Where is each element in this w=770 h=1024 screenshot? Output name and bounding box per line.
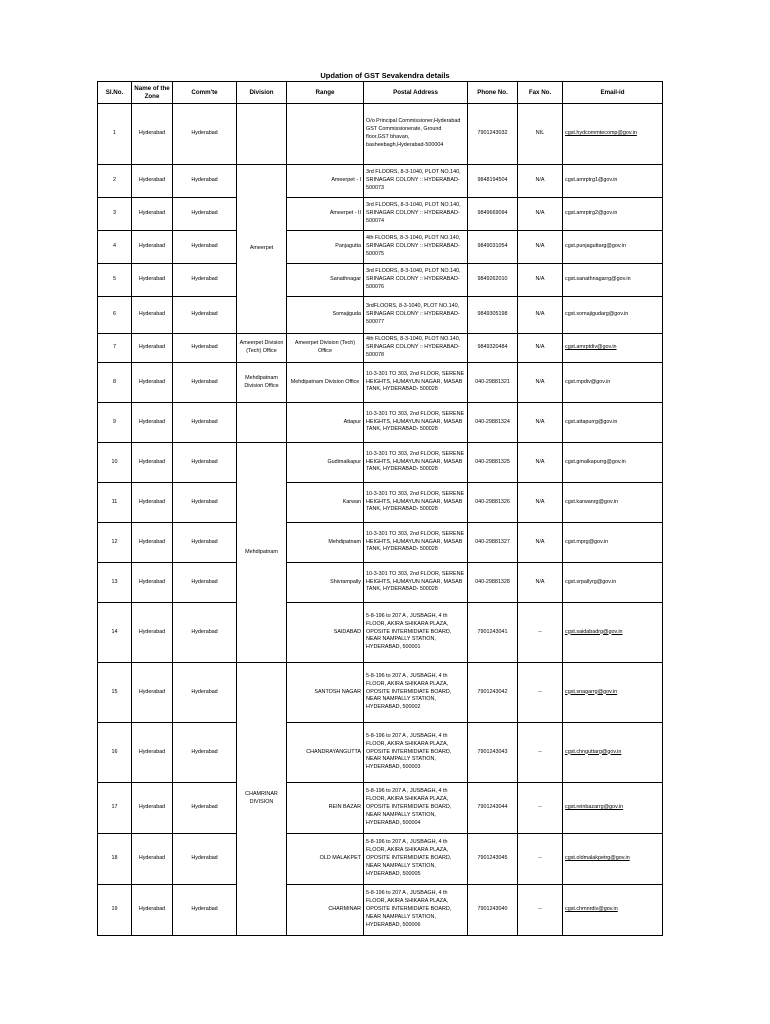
cell-phone: 9849262010 bbox=[468, 264, 518, 297]
cell-fax: N/A bbox=[518, 198, 563, 231]
cell-fax: N/A bbox=[518, 403, 563, 443]
cell-range: Karwan bbox=[287, 483, 364, 523]
cell-zone: Hyderabad bbox=[132, 483, 173, 523]
cell-slno: 13 bbox=[98, 563, 132, 603]
cell-fax: -- bbox=[518, 783, 563, 834]
cell-commte: Hyderabad bbox=[173, 231, 237, 264]
cell-fax: N/A bbox=[518, 231, 563, 264]
cell-slno: 8 bbox=[98, 363, 132, 403]
cell-range bbox=[287, 104, 364, 165]
header-commte: Comm'te bbox=[173, 82, 237, 104]
cell-commte: Hyderabad bbox=[173, 834, 237, 885]
table-row bbox=[98, 663, 663, 723]
cell-email[interactable]: cgst.chnguttarg@gov.in bbox=[563, 723, 663, 783]
table-row bbox=[98, 523, 663, 563]
cell-zone: Hyderabad bbox=[132, 198, 173, 231]
cell-phone: 040-29881321 bbox=[468, 363, 518, 403]
cell-range: Shivrampally bbox=[287, 563, 364, 603]
cell-email[interactable]: cgst.karwanrg@gov.in bbox=[563, 483, 663, 523]
cell-postal-address: 5-8-196 to 207 A , JUSBAGH, 4 th FLOOR, AKIRA SHIKARA PLAZA, OPOSITE INTERMIDIATE BOARD, NEAR NAMPALLY STATION, HYDERABAD, 500004 bbox=[364, 783, 468, 834]
cell-postal-address: 5-8-196 to 207 A , JUSBAGH, 4 th FLOOR, AKIRA SHIKARA PLAZA, OPOSITE INTERMIDIATE BOARD, NEAR NAMPALLY STATION, HYDERABAD, 500003 bbox=[364, 723, 468, 783]
cell-fax: -- bbox=[518, 723, 563, 783]
cell-email[interactable]: cgst.oldmalakpetrg@gov.in bbox=[563, 834, 663, 885]
cell-email[interactable]: cgst.srpallyrg@gov.in bbox=[563, 563, 663, 603]
cell-commte: Hyderabad bbox=[173, 334, 237, 363]
cell-commte: Hyderabad bbox=[173, 264, 237, 297]
cell-slno: 17 bbox=[98, 783, 132, 834]
cell-fax: -- bbox=[518, 834, 563, 885]
cell-range: Attapur bbox=[287, 403, 364, 443]
cell-zone: Hyderabad bbox=[132, 834, 173, 885]
cell-postal-address: 5-8-196 to 207 A , JUSBAGH, 4 th FLOOR, AKIRA SHIKARA PLAZA, OPOSITE INTERMIDIATE BOARD, NEAR NAMPALLY STATION, HYDERABAD, 500005 bbox=[364, 834, 468, 885]
cell-phone: 040-29881328 bbox=[468, 563, 518, 603]
cell-postal-address: 3rd FLOORS, 8-3-1040, PLOT NO.140, SRINAGAR COLONY :: HYDERABAD-500074 bbox=[364, 198, 468, 231]
cell-fax: -- bbox=[518, 603, 563, 663]
cell-slno: 12 bbox=[98, 523, 132, 563]
cell-email[interactable]: cgst.reinbazarrg@gov.in bbox=[563, 783, 663, 834]
header-fax: Fax No. bbox=[518, 82, 563, 104]
cell-postal-address: 10-3-301 TO 303, 2nd FLOOR, SERENE HEIGHTS, HUMAYUN NAGAR, MASAB TANK, HYDERABAD- 500028 bbox=[364, 483, 468, 523]
cell-phone: 9849320484 bbox=[468, 334, 518, 363]
cell-commte: Hyderabad bbox=[173, 885, 237, 936]
cell-email[interactable]: cgst.saidabadrg@gov.in bbox=[563, 603, 663, 663]
cell-email[interactable]: cgst.amrptrg1@gov.in bbox=[563, 165, 663, 198]
document-title: Updation of GST Sevakendra details bbox=[320, 71, 450, 80]
cell-slno: 9 bbox=[98, 403, 132, 443]
cell-fax: -- bbox=[518, 663, 563, 723]
table-row bbox=[98, 403, 663, 443]
cell-zone: Hyderabad bbox=[132, 783, 173, 834]
gst-sevakendra-table bbox=[97, 81, 663, 936]
cell-range: REIN BAZAR bbox=[287, 783, 364, 834]
cell-fax: -- bbox=[518, 885, 563, 936]
cell-phone: 9849305198 bbox=[468, 297, 518, 334]
cell-slno: 10 bbox=[98, 443, 132, 483]
cell-commte: Hyderabad bbox=[173, 165, 237, 198]
cell-slno: 18 bbox=[98, 834, 132, 885]
cell-zone: Hyderabad bbox=[132, 723, 173, 783]
cell-range: Sanathnagar bbox=[287, 264, 364, 297]
table-row bbox=[98, 334, 663, 363]
cell-phone: 040-29881326 bbox=[468, 483, 518, 523]
table-row bbox=[98, 363, 663, 403]
header-postal-address: Postal Address bbox=[364, 82, 468, 104]
cell-postal-address: 10-3-301 TO 303, 2nd FLOOR, SERENE HEIGHTS, HUMAYUN NAGAR, MASAB TANK, HYDERABAD- 500028 bbox=[364, 443, 468, 483]
cell-commte: Hyderabad bbox=[173, 663, 237, 723]
table-row bbox=[98, 723, 663, 783]
cell-range: CHARMINAR bbox=[287, 885, 364, 936]
cell-range: Mehdipatnam Division Office bbox=[287, 363, 364, 403]
cell-range: Gudimalkapur bbox=[287, 443, 364, 483]
table-row bbox=[98, 783, 663, 834]
header-row bbox=[98, 82, 663, 104]
cell-range: SAIDABAD bbox=[287, 603, 364, 663]
cell-range: OLD MALAKPET bbox=[287, 834, 364, 885]
table-row bbox=[98, 104, 663, 165]
table-row bbox=[98, 834, 663, 885]
cell-postal-address: 5-8-196 to 207 A , JUSBAGH, 4 th FLOOR, AKIRA SHIKARA PLAZA, OPOSITE INTERMIDIATE BOARD, NEAR NAMPALLY STATION, HYDERABAD, 500002 bbox=[364, 663, 468, 723]
cell-slno: 14 bbox=[98, 603, 132, 663]
cell-commte: Hyderabad bbox=[173, 403, 237, 443]
cell-slno: 15 bbox=[98, 663, 132, 723]
cell-division-merged: Ameerpet bbox=[237, 165, 287, 334]
cell-fax: N/A bbox=[518, 297, 563, 334]
cell-email[interactable]: cgst.hydcommtecomp@gov.in bbox=[563, 104, 663, 165]
cell-zone: Hyderabad bbox=[132, 443, 173, 483]
cell-slno: 1 bbox=[98, 104, 132, 165]
cell-zone: Hyderabad bbox=[132, 885, 173, 936]
cell-postal-address: 3rdFLOORS, 8-3-1040, PLOT NO.140, SRINAGAR COLONY :: HYDERABAD-500077 bbox=[364, 297, 468, 334]
cell-fax: N/A bbox=[518, 165, 563, 198]
cell-phone: 7901243040 bbox=[468, 885, 518, 936]
cell-slno: 11 bbox=[98, 483, 132, 523]
cell-email[interactable]: cgst.somajigudarg@gov.in bbox=[563, 297, 663, 334]
cell-email[interactable]: cgst.attapurrg@gov.in bbox=[563, 403, 663, 443]
header-email: Email-id bbox=[563, 82, 663, 104]
cell-phone: 9849669094 bbox=[468, 198, 518, 231]
cell-slno: 16 bbox=[98, 723, 132, 783]
cell-fax: N/A bbox=[518, 483, 563, 523]
cell-postal-address: 5-8-196 to 207 A , JUSBAGH, 4 th FLOOR, AKIRA SHIKARA PLAZA, OPOSITE INTERMIDIATE BOARD, NEAR NAMPALLY STATION, HYDERABAD, 500006 bbox=[364, 885, 468, 936]
cell-commte: Hyderabad bbox=[173, 783, 237, 834]
cell-fax: N/A bbox=[518, 443, 563, 483]
table-row bbox=[98, 885, 663, 936]
cell-email[interactable]: cgst.sanathnagarrg@gov.in bbox=[563, 264, 663, 297]
header-phone: Phone No. bbox=[468, 82, 518, 104]
cell-email[interactable]: cgst.amrptdiv@gov.in bbox=[563, 334, 663, 363]
cell-email[interactable]: cgst.gmalkapurrg@gov.in bbox=[563, 443, 663, 483]
cell-division-merged: CHAMRINAR DIVISION bbox=[237, 663, 287, 936]
cell-email[interactable]: cgst.snagarrg@gov.in bbox=[563, 663, 663, 723]
cell-fax: N/A bbox=[518, 523, 563, 563]
cell-commte: Hyderabad bbox=[173, 523, 237, 563]
cell-phone: 040-29881325 bbox=[468, 443, 518, 483]
cell-commte: Hyderabad bbox=[173, 603, 237, 663]
cell-slno: 19 bbox=[98, 885, 132, 936]
table-row bbox=[98, 297, 663, 334]
table-row bbox=[98, 231, 663, 264]
header-slno: Sl.No. bbox=[98, 82, 132, 104]
cell-range: CHANDRAYANGUTTA bbox=[287, 723, 364, 783]
cell-postal-address: 10-3-301 TO 303, 2nd FLOOR, SERENE HEIGHTS, HUMAYUN NAGAR, MASAB TANK, HYDERABAD- 500028 bbox=[364, 563, 468, 603]
cell-email[interactable]: cgst.amrptrg2@gov.in bbox=[563, 198, 663, 231]
cell-zone: Hyderabad bbox=[132, 104, 173, 165]
cell-range: SANTOSH NAGAR bbox=[287, 663, 364, 723]
cell-phone: 7901243041 bbox=[468, 603, 518, 663]
cell-postal-address: 4th FLOORS, 8-3-1040, PLOT NO.140, SRINAGAR COLONY :: HYDERABAD-500078 bbox=[364, 334, 468, 363]
table-row bbox=[98, 563, 663, 603]
cell-postal-address: O/o Principal Commissioner,Hyderabad GST Commissionerate, Ground floor,GST bhavan, basheebagh,Hyderabad-500004 bbox=[364, 104, 468, 165]
cell-slno: 3 bbox=[98, 198, 132, 231]
table-row bbox=[98, 198, 663, 231]
cell-division: Mehdipatnam Division Office bbox=[237, 363, 287, 403]
cell-postal-address: 10-3-301 TO 303, 2nd FLOOR, SERENE HEIGHTS, HUMAYUN NAGAR, MASAB TANK, HYDERABAD- 500028 bbox=[364, 363, 468, 403]
cell-slno: 4 bbox=[98, 231, 132, 264]
cell-zone: Hyderabad bbox=[132, 663, 173, 723]
cell-zone: Hyderabad bbox=[132, 603, 173, 663]
cell-range: Ameerpet - II bbox=[287, 198, 364, 231]
cell-commte: Hyderabad bbox=[173, 297, 237, 334]
table-row bbox=[98, 165, 663, 198]
cell-slno: 2 bbox=[98, 165, 132, 198]
cell-phone: 7901243042 bbox=[468, 663, 518, 723]
header-division: Division bbox=[237, 82, 287, 104]
cell-phone: 7901243045 bbox=[468, 834, 518, 885]
cell-fax: N/A bbox=[518, 264, 563, 297]
header-zone: Name of the Zone bbox=[132, 82, 173, 104]
cell-zone: Hyderabad bbox=[132, 297, 173, 334]
cell-commte: Hyderabad bbox=[173, 363, 237, 403]
cell-zone: Hyderabad bbox=[132, 231, 173, 264]
cell-division-merged: Mehdipatnam bbox=[237, 443, 287, 663]
cell-zone: Hyderabad bbox=[132, 563, 173, 603]
cell-phone: 7901243043 bbox=[468, 723, 518, 783]
cell-range: Ameerpet - I bbox=[287, 165, 364, 198]
table-row bbox=[98, 483, 663, 523]
cell-postal-address: 3rd FLOORS, 8-3-1040, PLOT NO.140, SRINAGAR COLONY :: HYDERABAD-500073 bbox=[364, 165, 468, 198]
cell-division: Ameerpet Division (Tech) Office bbox=[237, 334, 287, 363]
cell-commte: Hyderabad bbox=[173, 104, 237, 165]
table-row bbox=[98, 443, 663, 483]
cell-postal-address: 3rd FLOORS, 8-3-1040, PLOT NO.140, SRINAGAR COLONY :: HYDERABAD-500076 bbox=[364, 264, 468, 297]
cell-division bbox=[237, 403, 287, 443]
cell-fax: N/A bbox=[518, 363, 563, 403]
cell-range: Mehdipatnam bbox=[287, 523, 364, 563]
cell-phone: 040-29881327 bbox=[468, 523, 518, 563]
cell-slno: 5 bbox=[98, 264, 132, 297]
cell-phone: 040-29881324 bbox=[468, 403, 518, 443]
cell-phone: 7901243044 bbox=[468, 783, 518, 834]
cell-zone: Hyderabad bbox=[132, 523, 173, 563]
cell-email[interactable]: cgst.mprg@gov.in bbox=[563, 523, 663, 563]
cell-phone: 9849031054 bbox=[468, 231, 518, 264]
cell-commte: Hyderabad bbox=[173, 443, 237, 483]
cell-range: Somajiguda bbox=[287, 297, 364, 334]
cell-email[interactable]: cgst.punjaguttarg@gov.in bbox=[563, 231, 663, 264]
cell-postal-address: 5-8-196 to 207 A , JUSBAGH, 4 th FLOOR, AKIRA SHIKARA PLAZA, OPOSITE INTERMIDIATE BOARD, NEAR NAMPALLY STATION, HYDERABAD, 500001 bbox=[364, 603, 468, 663]
cell-postal-address: 10-3-301 TO 303, 2nd FLOOR, SERENE HEIGHTS, HUMAYUN NAGAR, MASAB TANK, HYDERABAD- 500028 bbox=[364, 523, 468, 563]
cell-zone: Hyderabad bbox=[132, 403, 173, 443]
cell-slno: 7 bbox=[98, 334, 132, 363]
cell-phone: 9848194504 bbox=[468, 165, 518, 198]
cell-division bbox=[237, 104, 287, 165]
cell-fax: N/A bbox=[518, 563, 563, 603]
cell-range: Panjagutta bbox=[287, 231, 364, 264]
cell-commte: Hyderabad bbox=[173, 563, 237, 603]
cell-postal-address: 4th FLOORS, 8-3-1040, PLOT NO.140, SRINAGAR COLONY :: HYDERABAD-500075 bbox=[364, 231, 468, 264]
table-row bbox=[98, 264, 663, 297]
cell-commte: Hyderabad bbox=[173, 723, 237, 783]
header-range: Range bbox=[287, 82, 364, 104]
cell-fax: N/A bbox=[518, 334, 563, 363]
cell-email[interactable]: cgst.mpdiv@gov.in bbox=[563, 363, 663, 403]
cell-slno: 6 bbox=[98, 297, 132, 334]
cell-zone: Hyderabad bbox=[132, 334, 173, 363]
table-row bbox=[98, 603, 663, 663]
cell-fax: NIL bbox=[518, 104, 563, 165]
cell-commte: Hyderabad bbox=[173, 483, 237, 523]
cell-postal-address: 10-3-301 TO 303, 2nd FLOOR, SERENE HEIGHTS, HUMAYUN NAGAR, MASAB TANK, HYDERABAD- 500028 bbox=[364, 403, 468, 443]
cell-zone: Hyderabad bbox=[132, 264, 173, 297]
cell-phone: 7901243032 bbox=[468, 104, 518, 165]
cell-range: Ameerpet Division (Tech) Office bbox=[287, 334, 364, 363]
cell-email[interactable]: cgst.chmnrdiv@gov.in bbox=[563, 885, 663, 936]
cell-commte: Hyderabad bbox=[173, 198, 237, 231]
cell-zone: Hyderabad bbox=[132, 363, 173, 403]
cell-zone: Hyderabad bbox=[132, 165, 173, 198]
